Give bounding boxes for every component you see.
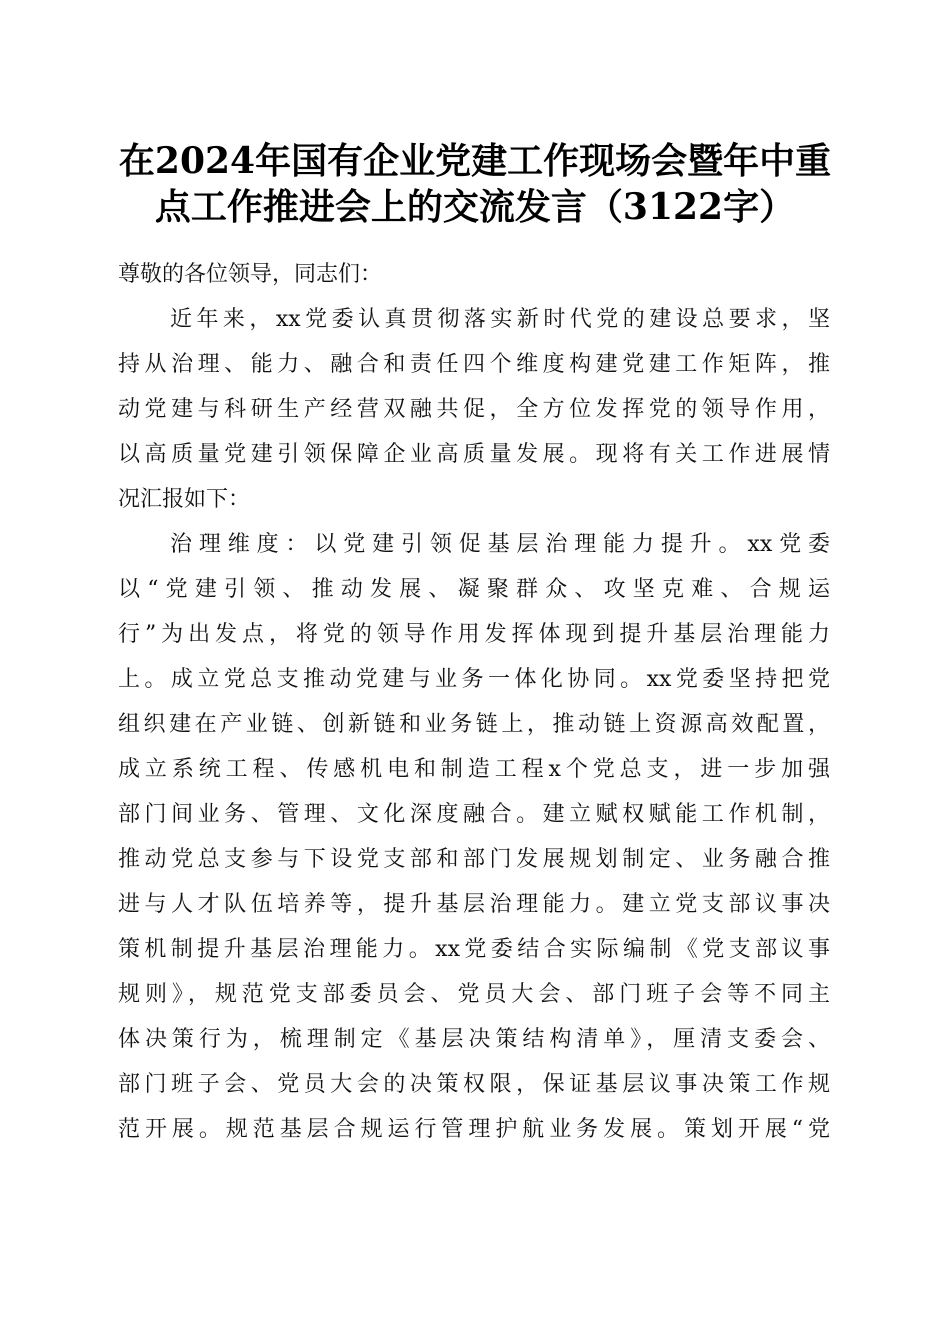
title-line-2: 点工作推进会上的交流发言（3122字） <box>154 186 796 228</box>
paragraph-line: 以“党建引领、推动发展、凝聚群众、攻坚克难、合规运 <box>118 577 830 602</box>
paragraph-line: 持从治理、能力、融合和责任四个维度构建党建工作矩阵，推 <box>118 352 830 377</box>
paragraph-line: 成立系统工程、传感机电和制造工程x个党总支，进一步加强 <box>118 757 830 782</box>
paragraph-governance <box>118 522 830 1152</box>
paragraph-line: 组织建在产业链、创新链和业务链上，推动链上资源高效配置， <box>118 712 830 737</box>
paragraph-line: 近年来，xx党委认真贯彻落实新时代党的建设总要求，坚 <box>170 307 830 332</box>
paragraph-line: 动党建与科研生产经营双融共促，全方位发挥党的领导作用， <box>118 397 830 422</box>
paragraph-line: 推动党总支参与下设党支部和部门发展规划制定、业务融合推 <box>118 847 830 872</box>
title-line-1: 在2024年国有企业党建工作现场会暨年中重 <box>118 140 832 182</box>
paragraph-line: 行”为出发点，将党的领导作用发挥体现到提升基层治理能力 <box>118 622 830 647</box>
paragraph-line: 部门间业务、管理、文化深度融合。建立赋权赋能工作机制， <box>118 802 830 827</box>
paragraph-line: 治理维度：以党建引领促基层治理能力提升。xx党委 <box>170 532 830 557</box>
paragraph-line: 策机制提升基层治理能力。xx党委结合实际编制《党支部议事 <box>118 937 830 962</box>
document-body <box>118 252 830 1152</box>
paragraph-line: 以高质量党建引领保障企业高质量发展。现将有关工作进展情 <box>118 442 830 467</box>
paragraph-line: 况汇报如下： <box>118 487 251 512</box>
salutation: 尊敬的各位领导，同志们： <box>118 262 383 287</box>
paragraph-line: 规则》，规范党支部委员会、党员大会、部门班子会等不同主 <box>118 982 830 1007</box>
paragraph-intro <box>118 297 830 522</box>
document-title <box>100 138 850 230</box>
paragraph-line: 上。成立党总支推动党建与业务一体化协同。xx党委坚持把党 <box>118 667 830 692</box>
paragraph-line: 部门班子会、党员大会的决策权限，保证基层议事决策工作规 <box>118 1072 830 1097</box>
paragraph-line: 进与人才队伍培养等，提升基层治理能力。建立党支部议事决 <box>118 892 830 917</box>
paragraph-line: 体决策行为，梳理制定《基层决策结构清单》，厘清支委会、 <box>118 1027 830 1052</box>
paragraph-line: 范开展。规范基层合规运行管理护航业务发展。策划开展“党 <box>118 1117 830 1142</box>
